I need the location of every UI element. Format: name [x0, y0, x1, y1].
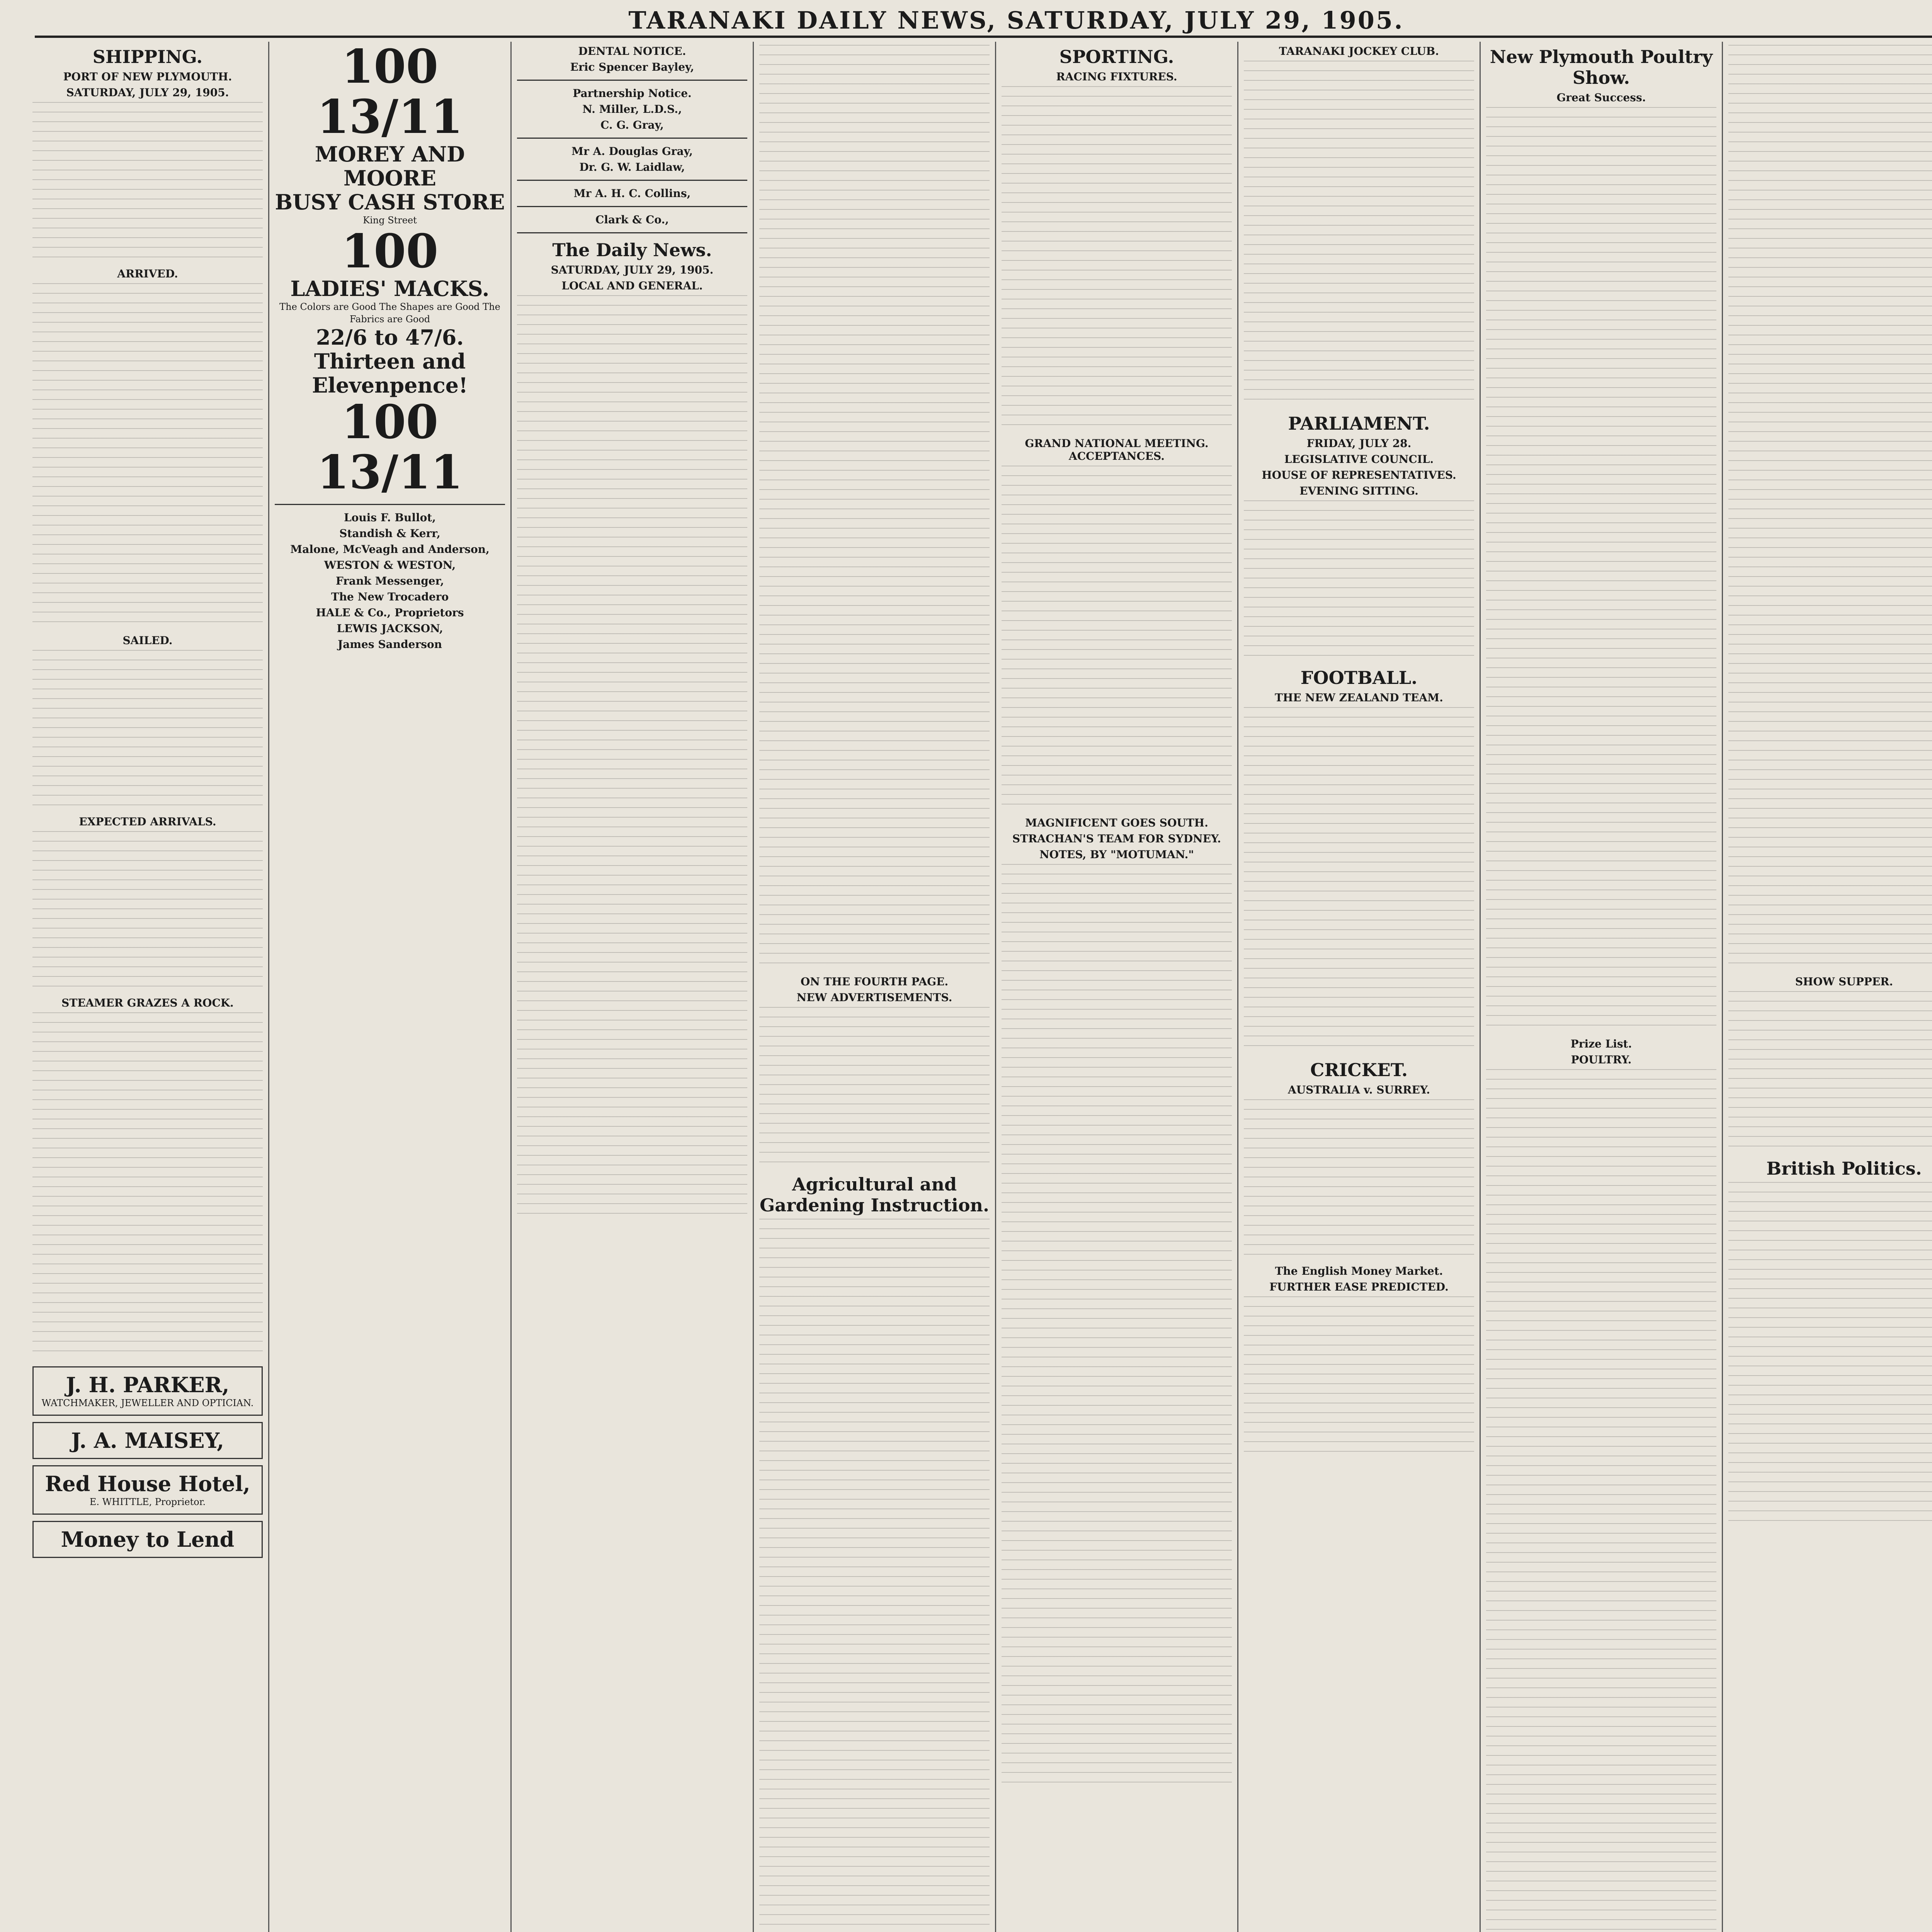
further-ease: FURTHER EASE PREDICTED.: [1269, 1281, 1449, 1293]
agri-text: [759, 1219, 990, 1932]
new-ads-text: [759, 1007, 990, 1169]
sailed-text: [32, 650, 263, 812]
cricket-text: [1244, 1099, 1474, 1262]
steamer-text: [32, 1012, 263, 1360]
grand-national-heading: GRAND NATIONAL MEETING. ACCEPTANCES.: [1025, 437, 1209, 463]
nz-team-heading: THE NEW ZEALAND TEAM.: [1275, 691, 1443, 704]
messenger-ad: Frank Messenger,: [335, 575, 444, 587]
magnificent-heading: MAGNIFICENT GOES SOUTH.: [1025, 816, 1208, 829]
divider: [517, 206, 747, 207]
standish-kerr-ad: Standish & Kerr,: [339, 527, 440, 540]
divider: [517, 232, 747, 233]
divider: [517, 80, 747, 81]
shipping-heading: SHIPPING.: [92, 46, 203, 67]
prize-list-heading: Prize List.: [1570, 1037, 1632, 1050]
jockey-club-heading: TARANAKI JOCKEY CLUB.: [1279, 45, 1439, 58]
evening-text: [1244, 500, 1474, 663]
dental-notice: DENTAL NOTICE.: [578, 45, 686, 58]
british-politics-text: [1728, 1182, 1932, 1530]
column-shipping: [27, 42, 269, 1932]
columns: [27, 42, 1932, 1932]
colors-shapes-fabrics: The Colors are Good The Shapes are Good The Fabrics are Good: [279, 301, 500, 325]
notes-text: [1002, 864, 1232, 1791]
maisey-ad: [32, 1422, 263, 1459]
clark-name: Clark & Co.,: [595, 213, 669, 226]
council-heading: LEGISLATIVE COUNCIL.: [1284, 453, 1434, 466]
sporting-heading: SPORTING.: [1059, 46, 1174, 67]
expected-heading: EXPECTED ARRIVALS.: [79, 815, 216, 828]
masthead: [35, 5, 1932, 38]
sanderson-ad: James Sanderson: [337, 638, 442, 651]
arrived-heading: ARRIVED.: [117, 267, 178, 280]
poultry-show-heading: New Plymouth Poultry Show.: [1490, 46, 1713, 88]
money-heading: Money to Lend: [61, 1527, 235, 1552]
expected-text: [32, 831, 263, 993]
british-politics-heading: British Politics.: [1766, 1158, 1922, 1179]
miller-name: N. Miller, L.D.S.,: [582, 103, 682, 116]
laidlaw-name: Dr. G. W. Laidlaw,: [579, 161, 685, 173]
thirteen-elevenpence: Thirteen and Elevenpence!: [312, 349, 468, 398]
price-100-bottom: 100: [341, 395, 439, 449]
results-text: [1728, 45, 1932, 972]
money-market-text: [1244, 1296, 1474, 1459]
tide-text: [32, 102, 263, 264]
column-poultry: [1481, 42, 1723, 1932]
ladies-macks: LADIES' MACKS.: [290, 276, 490, 301]
collins-name: Mr A. H. C. Collins,: [573, 187, 691, 200]
column-sporting: [996, 42, 1238, 1932]
port-heading: PORT OF NEW PLYMOUTH.: [63, 70, 232, 83]
grand-national-text: [1002, 466, 1232, 813]
hale-ad: HALE & Co., Proprietors: [316, 606, 464, 619]
masthead-title: TARANAKI DAILY NEWS, SATURDAY, JULY 29, 1905.: [628, 6, 1404, 34]
bullot-ad: Louis F. Bullot,: [344, 511, 436, 524]
parliament-heading: PARLIAMENT.: [1288, 413, 1430, 434]
fixtures-heading: RACING FIXTURES.: [1056, 70, 1177, 83]
column-parliament: [1238, 42, 1481, 1932]
bayley-name: Eric Spencer Bayley,: [570, 61, 694, 73]
price-100-ladies: 100: [341, 224, 439, 279]
money-market-heading: The English Money Market.: [1275, 1265, 1443, 1277]
daily-news-title: The Daily News.: [552, 240, 712, 260]
column-results: [1723, 42, 1932, 1932]
parker-trade: WATCHMAKER, JEWELLER AND OPTICIAN.: [41, 1398, 254, 1408]
poultry-subheading: POULTRY.: [1571, 1053, 1632, 1066]
local-general-text: [517, 295, 747, 1223]
maisey-name: J. A. MAISEY,: [71, 1428, 224, 1453]
parliament-date: FRIDAY, JULY 28.: [1306, 437, 1412, 450]
house-heading: HOUSE OF REPRESENTATIVES.: [1262, 469, 1456, 481]
divider: [517, 138, 747, 139]
fourth-page-heading: ON THE FOURTH PAGE.: [800, 975, 949, 988]
football-heading: FOOTBALL.: [1300, 667, 1418, 688]
trocadero-ad: The New Trocadero: [331, 590, 449, 603]
poultry-text: [1486, 107, 1716, 1034]
cricket-heading: CRICKET.: [1310, 1060, 1408, 1080]
evening-heading: EVENING SITTING.: [1299, 485, 1418, 497]
partnership-notice: Partnership Notice.: [573, 87, 692, 100]
money-ad: [32, 1521, 263, 1558]
great-success: Great Success.: [1556, 91, 1646, 104]
malone-ad: Malone, McVeagh and Anderson,: [290, 543, 490, 556]
price-100-top: 100: [341, 42, 439, 94]
busy-cash-store: BUSY CASH STORE: [275, 190, 505, 214]
jockey-club-text: [1244, 61, 1474, 408]
prize-list-text: [1486, 1069, 1716, 1932]
king-street: King Street: [363, 215, 417, 226]
jackson-ad: LEWIS JACKSON,: [337, 622, 443, 635]
daily-news-date: SATURDAY, JULY 29, 1905.: [551, 264, 714, 276]
column-general: [754, 42, 996, 1932]
morey-moore: MOREY AND MOORE: [315, 142, 465, 190]
column-professional: [512, 42, 754, 1932]
steamer-heading: STEAMER GRAZES A ROCK.: [61, 997, 234, 1009]
strachan-heading: STRACHAN'S TEAM FOR SYDNEY.: [1012, 832, 1221, 845]
whittle-name: E. WHITTLE, Proprietor.: [89, 1497, 206, 1507]
surrey-heading: AUSTRALIA v. SURREY.: [1287, 1083, 1430, 1096]
new-ads-heading: NEW ADVERTISEMENTS.: [796, 991, 952, 1004]
column-morey-moore: [269, 42, 512, 1932]
shipping-date: SATURDAY, JULY 29, 1905.: [66, 86, 229, 99]
agri-heading: Agricultural and Gardening Instruction.: [760, 1174, 989, 1216]
sailed-heading: SAILED.: [122, 634, 173, 647]
parker-name: J. H. PARKER,: [66, 1372, 230, 1397]
football-text: [1244, 707, 1474, 1055]
redhouse-name: Red House Hotel,: [45, 1471, 250, 1496]
divider: [517, 180, 747, 181]
general-text: [759, 45, 990, 972]
price-13-11-top: 13/11: [317, 90, 463, 144]
divider: [275, 504, 505, 505]
arrived-text: [32, 283, 263, 631]
notes-heading: NOTES, BY "MOTUMAN.": [1039, 848, 1194, 861]
douglas-gray-name: Mr A. Douglas Gray,: [571, 145, 693, 158]
fixtures-text: [1002, 86, 1232, 434]
redhouse-ad: [32, 1465, 263, 1515]
price-range: 22/6 to 47/6.: [316, 325, 464, 350]
gray-name: C. G. Gray,: [600, 119, 664, 131]
show-supper-text: [1728, 991, 1932, 1153]
parker-ad: [32, 1366, 263, 1416]
weston-ad: WESTON & WESTON,: [324, 559, 456, 571]
price-13-11-bottom: 13/11: [317, 445, 463, 500]
show-supper-heading: SHOW SUPPER.: [1795, 975, 1893, 988]
local-general-heading: LOCAL AND GENERAL.: [561, 279, 703, 292]
